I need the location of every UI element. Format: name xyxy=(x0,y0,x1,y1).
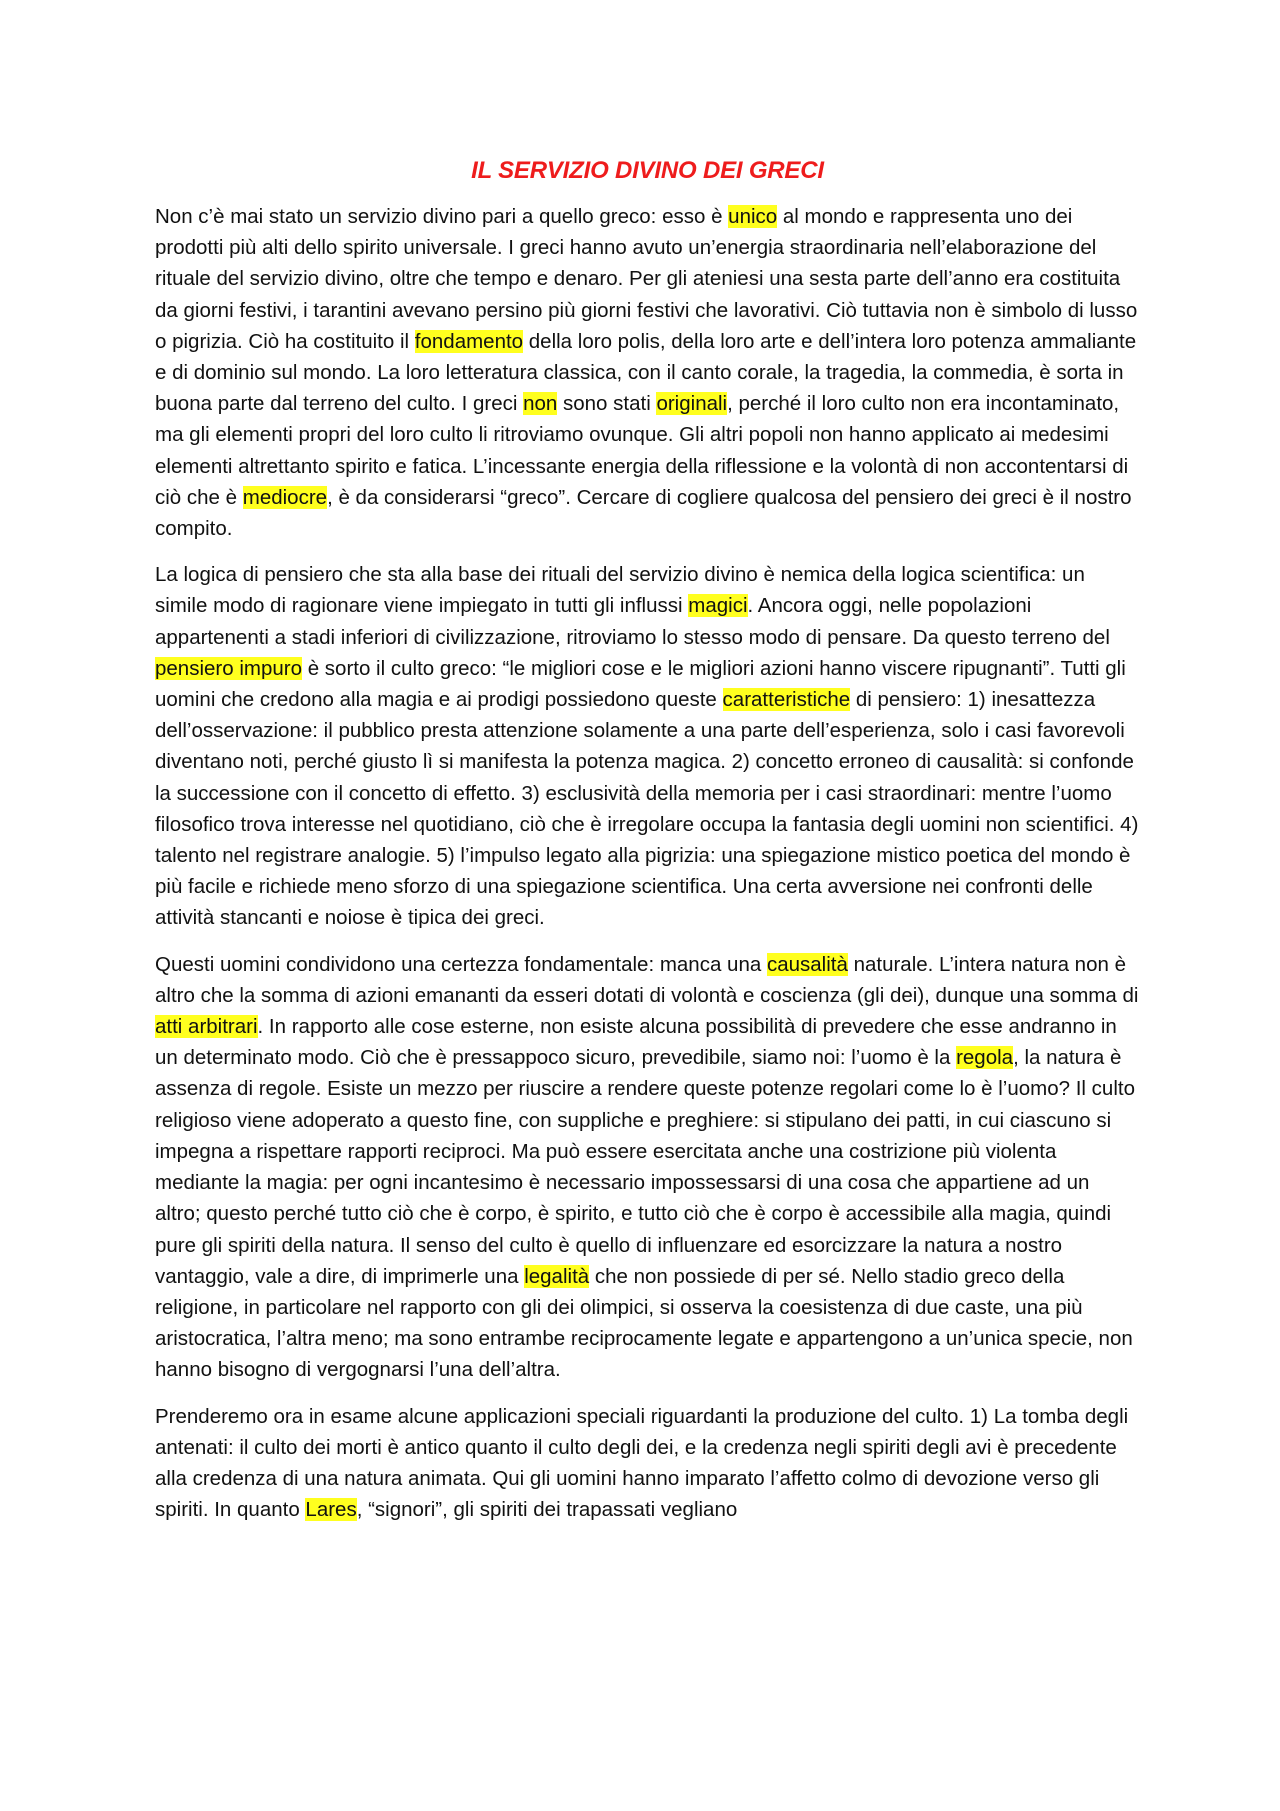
highlighted-term: legalità xyxy=(524,1264,590,1288)
highlighted-term: pensiero impuro xyxy=(155,656,302,680)
document-page xyxy=(155,155,1140,1540)
text-run: , perché il loro culto non era incontaminato, ma gli elementi propri del loro culto li ritroviamo ovunque. Gli altri popoli non hanno applicato ai medesimi elementi altrettanto spirito e fatica. L’incessante energia della riflessione e la volontà di non accontentarsi di ciò che è xyxy=(155,392,1129,509)
document-title: IL SERVIZIO DIVINO DEI GRECI xyxy=(471,157,824,184)
highlighted-term: caratteristiche xyxy=(722,688,851,712)
highlighted-term: originali xyxy=(656,392,728,416)
document-body xyxy=(155,201,1140,1525)
text-run: al mondo e rappresenta uno dei prodotti più alti dello spirito universale. I greci hanno avuto un’energia straordinaria nell’elaborazione del rituale del servizio divino, oltre che tempo e denaro. Per gli ateniesi una sesta parte dell’anno era costituita da giorni festivi, i tarantini avevano persino più giorni festivi che lavorativi. Ciò tuttavia non è simbolo di lusso o pigrizia. Ciò ha costituito il xyxy=(155,205,1138,353)
text-run: , è da considerarsi “greco”. Cercare di cogliere qualcosa del pensiero dei greci è il nostro compito. xyxy=(155,485,1132,541)
text-run: , la natura è assenza di regole. Esiste un mezzo per riuscire a rendere queste potenze regolari come lo è l’uomo? Il culto religioso viene adoperato a questo fine, con suppliche e preghiere: si stipulano dei patti, in cui ciascuno si impegna a rispettare rapporti reciproci. Ma può essere esercitata anche una costrizione più violenta mediante la magia: per ogni incantesimo è necessario impossessarsi di una cosa che appartiene ad un altro; questo perché tutto ciò che è corpo, è spirito, e tutto ciò che è corpo è accessibile alla magia, quindi pure gli spiriti della natura. Il senso del culto è quello di influenzare ed esorcizzare la natura a nostro vantaggio, vale a dire, di imprimerle una xyxy=(155,1046,1135,1288)
highlighted-term: causalità xyxy=(766,952,848,976)
highlighted-term: Lares xyxy=(305,1498,357,1522)
text-run: Non c’è mai stato un servizio divino pari a quello greco: esso è xyxy=(155,205,729,228)
text-run: naturale. L’intera natura non è altro che la somma di azioni emananti da esseri dotati di volontà e coscienza (gli dei), dunque una somma di xyxy=(155,952,1139,1007)
text-run: è sorto il culto greco: “le migliori cose e le migliori azioni hanno viscere ripugnanti”. Tutti gli uomini che credono alla magia e ai prodigi possiedono queste xyxy=(155,656,1126,712)
text-run: . In rapporto alle cose esterne, non esiste alcuna possibilità di prevedere che esse andranno in un determinato modo. Ciò che è pressappoco sicuro, prevedibile, siamo noi: l’uomo è la xyxy=(155,1015,1117,1070)
text-run: Questi uomini condividono una certezza fondamentale: manca una xyxy=(155,952,767,976)
highlighted-term: regola xyxy=(956,1046,1014,1070)
text-run: , “signori”, gli spiriti dei trapassati vegliano xyxy=(356,1498,738,1522)
text-run: della loro polis, della loro arte e dell’intera loro potenza ammaliante e di dominio sul mondo. La loro letteratura classica, con il canto corale, la tragedia, la commedia, è sorta in buona parte dal terreno del culto. I greci xyxy=(155,329,1137,416)
paragraph-1 xyxy=(155,201,1140,544)
text-run: La logica di pensiero che sta alla base dei rituali del servizio divino è nemica della logica scientifica: un simile modo di ragionare viene impiegato in tutti gli influssi xyxy=(155,563,1085,618)
text-run: sono stati xyxy=(557,392,657,416)
highlighted-term: unico xyxy=(728,205,778,228)
text-run: Prenderemo ora in esame alcune applicazioni speciali riguardanti la produzione del culto. 1) La tomba degli antenati: il culto dei morti è antico quanto il culto degli dei, e la credenza negli spiriti degli avi è precedente alla credenza di una natura animata. Qui gli uomini hanno imparato l’affetto colmo di devozione verso gli spiriti. In quanto xyxy=(155,1404,1129,1522)
paragraph-3 xyxy=(155,949,1140,1386)
highlighted-term: fondamento xyxy=(414,329,524,353)
highlighted-term: atti arbitrari xyxy=(155,1015,258,1039)
highlighted-term: magici xyxy=(688,594,748,618)
text-run: di pensiero: 1) inesattezza dell’osservazione: il pubblico presta attenzione solamente a una parte dell’esperienza, solo i casi favorevoli diventano noti, perché giusto lì si manifesta la potenza magica. 2) concetto erroneo di causalità: si confonde la successione con il concetto di effetto. 3) esclusività della memoria per i casi straordinari: mentre l’uomo filosofico trova interesse nel quotidiano, ciò che è irregolare occupa la fantasia degli uomini non scientifici. 4) talento nel registrare analogie. 5) l’impulso legato alla pigrizia: una spiegazione mistico poetica del mondo è più facile e richiede meno sforzo di una spiegazione scientifica. Una certa avversione nei confronti delle attività stancanti e noiose è tipica dei greci. xyxy=(155,688,1139,930)
paragraph-2 xyxy=(155,559,1140,933)
text-run: che non possiede di per sé. Nello stadio greco della religione, in particolare nel rapporto con gli dei olimpici, si osserva la coesistenza di due caste, una più aristocratica, l’altra meno; ma sono entrambe reciprocamente legate e appartengono a un’unica specie, non hanno bisogno di vergognarsi l’una dell’altra. xyxy=(155,1264,1133,1382)
paragraph-4 xyxy=(155,1401,1140,1526)
highlighted-term: mediocre xyxy=(242,485,328,509)
text-run: . Ancora oggi, nelle popolazioni appartenenti a stadi inferiori di civilizzazione, ritroviamo lo stesso modo di pensare. Da questo terreno del xyxy=(155,594,1110,649)
highlighted-term: non xyxy=(523,392,558,416)
